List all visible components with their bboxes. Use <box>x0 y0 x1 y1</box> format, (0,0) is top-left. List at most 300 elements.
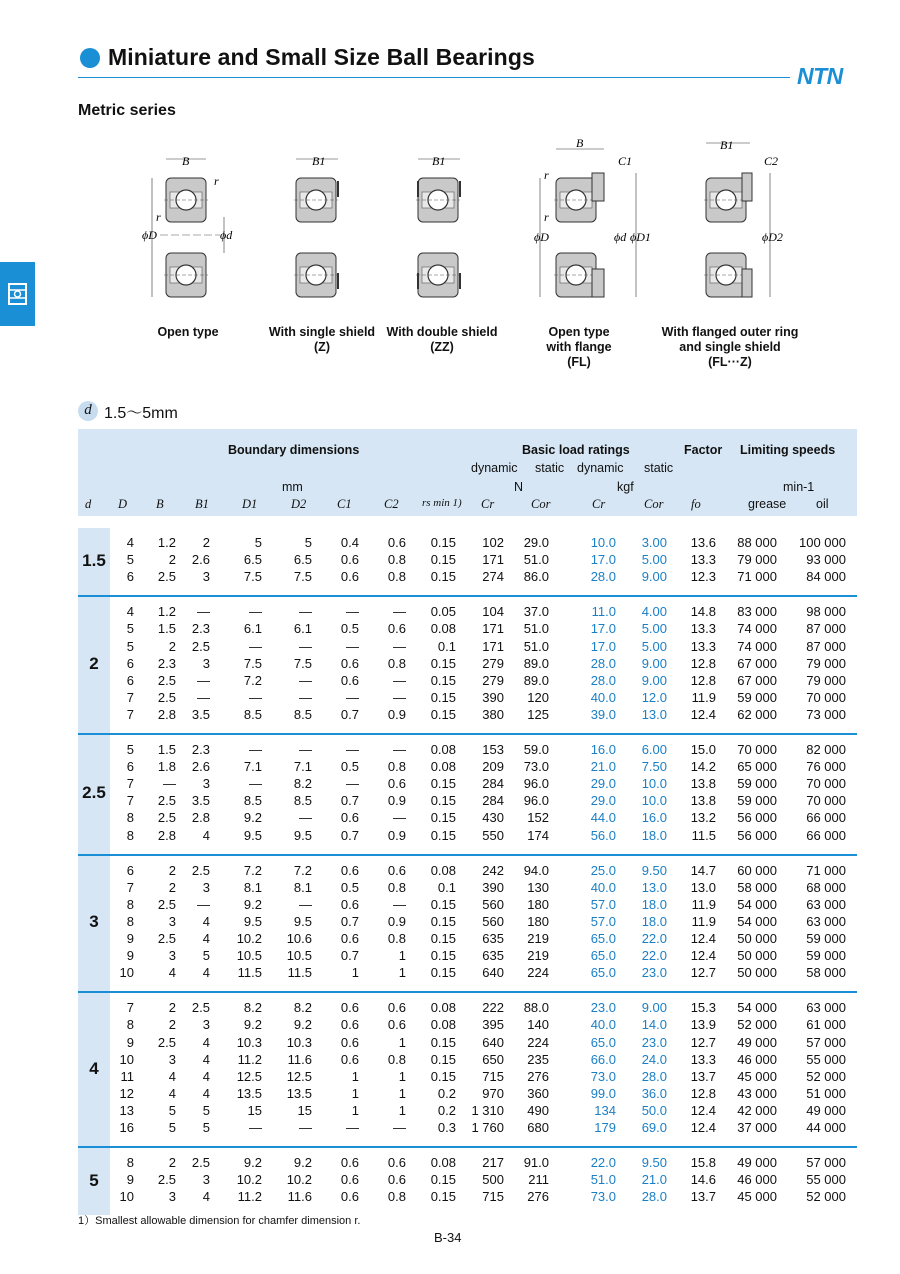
table-cell: 86.0 <box>523 569 549 585</box>
table-cell: 10.0 <box>641 793 667 809</box>
table-cell: 11.5 <box>287 965 312 981</box>
diagram-flanged-shield <box>704 138 783 297</box>
table-cell: 2.8 <box>191 810 210 826</box>
col-header-0: d <box>85 497 92 511</box>
table-cell: 37 000 <box>737 1120 777 1135</box>
table-cell: 11.9 <box>691 913 716 929</box>
table-cell: 9.00 <box>641 672 667 688</box>
table-cell: 12.7 <box>690 965 716 981</box>
table-cell: 2.5 <box>157 793 176 809</box>
table-cell: 14.6 <box>690 1172 716 1188</box>
group-d-label: 2 <box>89 654 99 674</box>
table-cell: 100 000 <box>799 535 846 550</box>
table-cell: 4 <box>202 1051 210 1067</box>
table-cell: 13.7 <box>690 1068 716 1084</box>
table-cell: — <box>163 776 176 792</box>
table-cell: 1 <box>351 1068 359 1084</box>
table-cell: 0.6 <box>387 776 406 792</box>
table-cell: 15.3 <box>690 1000 716 1016</box>
table-cell: 180 <box>527 913 549 929</box>
dim-B1-flz: B1 <box>720 138 734 152</box>
table-cell: 46 000 <box>737 1172 777 1188</box>
table-cell: 1 <box>398 1068 406 1084</box>
table-cell: 0.15 <box>430 689 456 705</box>
table-cell: 11.0 <box>591 604 616 620</box>
diagram-single-shield <box>294 154 338 297</box>
table-cell: 12.8 <box>690 1085 716 1101</box>
table-cell: 28.0 <box>590 655 616 671</box>
table-cell: 63 000 <box>806 913 846 929</box>
table-cell: 57.0 <box>590 896 616 912</box>
table-cell: 13.3 <box>690 621 716 637</box>
hdr-speeds: Limiting speeds <box>740 443 836 457</box>
table-cell: 12.5 <box>236 1068 262 1084</box>
table-cell: 140 <box>527 1017 549 1033</box>
table-cell: 4 <box>202 913 210 929</box>
table-cell: 67 000 <box>737 655 777 671</box>
table-cell: — <box>197 604 210 620</box>
table-cell: 60 000 <box>737 862 777 878</box>
group-divider <box>78 1146 857 1148</box>
table-cell: 4 <box>202 1085 210 1101</box>
table-cell: 16 <box>119 1120 134 1135</box>
table-cell: 73.0 <box>590 1068 616 1084</box>
table-cell: 0.6 <box>340 569 359 585</box>
table-cell: 222 <box>482 1000 504 1016</box>
table-cell: 13.5 <box>236 1085 262 1101</box>
table-cell: — <box>197 672 210 688</box>
table-cell: 40.0 <box>590 689 616 705</box>
title-bullet-icon <box>80 48 100 68</box>
table-cell: 73.0 <box>523 759 549 775</box>
table-cell: 13.7 <box>690 1189 716 1205</box>
hdr-static2: static <box>644 461 674 475</box>
dim-B-fl: B <box>576 136 584 150</box>
table-cell: — <box>299 810 312 826</box>
hdr-unit-N: N <box>514 480 524 494</box>
table-cell: 12.4 <box>690 948 716 964</box>
table-cell: — <box>299 672 312 688</box>
table-cell: — <box>346 689 359 705</box>
table-cell: 0.15 <box>430 810 456 826</box>
table-cell: 5 <box>202 1120 210 1135</box>
series-subtitle: Metric series <box>78 102 176 119</box>
dim-C2: C2 <box>764 154 779 168</box>
table-cell: 430 <box>482 810 504 826</box>
table-cell: 640 <box>482 965 504 981</box>
group-divider <box>78 733 857 735</box>
table-cell: 2 <box>202 535 210 550</box>
table-cell: 3 <box>202 879 210 895</box>
table-cell: 9.00 <box>641 655 667 671</box>
hdr-unit-kgf: kgf <box>617 480 634 494</box>
table-cell: 8.5 <box>293 706 312 722</box>
table-cell: 65.0 <box>590 948 616 964</box>
table-cell: 8 <box>126 896 134 912</box>
table-cell: 390 <box>482 879 504 895</box>
table-cell: 9.2 <box>243 896 262 912</box>
table-cell: 5 <box>202 948 210 964</box>
hdr-static1: static <box>535 461 565 475</box>
table-cell: 6.1 <box>293 621 312 637</box>
table-cell: 66.0 <box>590 1051 616 1067</box>
table-cell: 57 000 <box>806 1155 846 1171</box>
table-cell: 279 <box>482 672 504 688</box>
table-cell: 2.5 <box>157 569 176 585</box>
table-cell: 2 <box>168 1155 176 1171</box>
table-cell: 2.5 <box>191 1155 210 1171</box>
table-cell: 65.0 <box>590 1034 616 1050</box>
table-cell: 59 000 <box>806 948 846 964</box>
table-cell: 88.0 <box>523 1000 549 1016</box>
table-cell: 3 <box>168 1189 176 1205</box>
table-cell: 13.3 <box>690 552 716 568</box>
table-cell: 8.5 <box>293 793 312 809</box>
table-cell: 45 000 <box>737 1189 777 1205</box>
table-cell: 0.15 <box>430 1068 456 1084</box>
table-cell: 59 000 <box>737 776 777 792</box>
table-cell: 104 <box>482 604 504 620</box>
table-cell: 11.6 <box>287 1189 312 1205</box>
table-cell: 6.5 <box>293 552 312 568</box>
table-cell: 39.0 <box>590 706 616 722</box>
table-cell: 2.5 <box>157 672 176 688</box>
page-number: B-34 <box>434 1230 462 1245</box>
table-cell: 180 <box>527 896 549 912</box>
table-cell: 0.15 <box>430 535 456 550</box>
table-cell: — <box>197 896 210 912</box>
table-cell: 3 <box>202 1172 210 1188</box>
table-cell: 219 <box>527 948 549 964</box>
table-cell: 0.2 <box>437 1085 456 1101</box>
dim-C1: C1 <box>618 154 633 168</box>
table-cell: 0.8 <box>387 1051 406 1067</box>
table-cell: 1 <box>351 1085 359 1101</box>
table-cell: 52 000 <box>737 1017 777 1033</box>
table-cell: 58 000 <box>737 879 777 895</box>
group-d-label: 4 <box>89 1058 99 1078</box>
table-cell: 7 <box>126 793 134 809</box>
table-cell: 4 <box>202 1068 210 1084</box>
table-cell: 89.0 <box>523 655 549 671</box>
label-open-flange: Open type with flange (FL) <box>546 325 612 369</box>
table-cell: 0.15 <box>430 552 456 568</box>
table-cell: 0.08 <box>430 1017 456 1033</box>
table-cell: 71 000 <box>737 569 777 585</box>
table-cell: 54 000 <box>737 1000 777 1016</box>
table-cell: 69.0 <box>641 1120 667 1135</box>
table-cell: 5 <box>126 621 134 637</box>
table-cell: 12.4 <box>690 931 716 946</box>
table-cell: 274 <box>482 569 504 585</box>
table-cell: 61 000 <box>806 1017 846 1033</box>
table-cell: 0.6 <box>387 862 406 878</box>
table-cell: 49 000 <box>737 1034 777 1050</box>
col-header-9: Cr <box>481 497 495 511</box>
table-cell: — <box>299 1120 312 1135</box>
table-cell: 12.7 <box>690 1034 716 1050</box>
table-cell: 217 <box>482 1155 504 1171</box>
table-cell: 715 <box>482 1189 504 1205</box>
table-cell: 87 000 <box>806 621 846 637</box>
hdr-unit-min: min-1 <box>783 480 815 494</box>
table-cell: 13 <box>119 1102 134 1118</box>
table-cell: 0.08 <box>430 621 456 637</box>
table-cell: 15 <box>297 1102 312 1118</box>
table-cell: 2.5 <box>157 1172 176 1188</box>
label-flanged-shield: With flanged outer ring and single shield (FL···Z) <box>661 325 799 369</box>
table-cell: 0.15 <box>430 948 456 964</box>
table-cell: 36.0 <box>641 1085 667 1101</box>
table-cell: 276 <box>527 1068 549 1084</box>
table-cell: 8 <box>126 1155 134 1171</box>
table-cell: 174 <box>527 827 549 843</box>
table-cell: 0.15 <box>430 776 456 792</box>
table-cell: 2.5 <box>191 1000 210 1016</box>
table-cell: 56.0 <box>590 827 616 843</box>
table-cell: 8.2 <box>293 776 312 792</box>
table-cell: 23.0 <box>641 1034 667 1050</box>
table-cell: 9 <box>126 1172 134 1188</box>
table-cell: 640 <box>482 1034 504 1050</box>
table-cell: 2 <box>168 1017 176 1033</box>
table-cell: 3 <box>202 569 210 585</box>
table-cell: 5 <box>254 535 262 550</box>
table-cell: 42 000 <box>737 1102 777 1118</box>
table-cell: 3 <box>168 1051 176 1067</box>
dim-B1: B1 <box>312 154 326 168</box>
table-cell: 73 000 <box>806 706 846 722</box>
table-cell: 66 000 <box>806 827 846 843</box>
table-cell: 0.6 <box>340 1000 359 1016</box>
table-cell: 10.6 <box>286 931 312 946</box>
dim-D2: ϕD2 <box>762 230 783 244</box>
table-cell: 63 000 <box>806 1000 846 1016</box>
table-cell: 79 000 <box>737 552 777 568</box>
table-cell: 51.0 <box>590 1172 616 1188</box>
table-cell: 12.4 <box>690 706 716 722</box>
table-cell: 12.4 <box>690 1120 716 1135</box>
table-cell: 11.2 <box>237 1189 262 1205</box>
hdr-factor: Factor <box>684 443 723 457</box>
table-cell: 29.0 <box>590 793 616 809</box>
table-cell: 3 <box>202 1017 210 1033</box>
table-cell: 7.5 <box>293 569 312 585</box>
table-cell: 13.6 <box>690 535 716 550</box>
table-cell: 4 <box>202 1189 210 1205</box>
table-cell: 284 <box>482 793 504 809</box>
table-cell: 7.1 <box>293 759 312 775</box>
table-cell: 5 <box>126 638 134 654</box>
table-cell: 10.3 <box>236 1034 262 1050</box>
table-cell: 17.0 <box>590 638 616 654</box>
table-cell: 4 <box>202 931 210 946</box>
table-cell: 0.15 <box>430 1172 456 1188</box>
table-cell: 10.3 <box>286 1034 312 1050</box>
table-cell: 7.5 <box>243 655 262 671</box>
table-cell: 50 000 <box>737 931 777 946</box>
table-cell: 970 <box>482 1085 504 1101</box>
table-cell: 0.1 <box>437 879 456 895</box>
table-cell: 70 000 <box>737 742 777 757</box>
table-cell: 0.15 <box>430 1034 456 1050</box>
table-cell: 2.5 <box>157 1034 176 1050</box>
table-cell: 0.6 <box>387 1155 406 1171</box>
table-cell: 12.8 <box>690 672 716 688</box>
table-cell: 0.9 <box>387 706 406 722</box>
col-header-12: Cor <box>644 497 664 511</box>
table-cell: — <box>393 810 406 826</box>
dim-d-fl: ϕd <box>614 230 627 244</box>
table-cell: 1 <box>398 948 406 964</box>
table-cell: 4.00 <box>641 604 667 620</box>
col-header-15: oil <box>816 497 829 511</box>
table-cell: 8.2 <box>293 1000 312 1016</box>
table-cell: 0.08 <box>430 1000 456 1016</box>
table-cell: — <box>299 638 312 654</box>
table-cell: 74 000 <box>737 638 777 654</box>
table-cell: 1 <box>351 965 359 981</box>
table-cell: 235 <box>527 1051 549 1067</box>
table-cell: 59.0 <box>523 742 549 757</box>
table-cell: 3 <box>168 948 176 964</box>
table-cell: 73.0 <box>590 1189 616 1205</box>
table-cell: 0.6 <box>340 931 359 946</box>
table-cell: 45 000 <box>737 1068 777 1084</box>
table-cell: 6 <box>126 655 134 671</box>
table-cell: 2.5 <box>191 862 210 878</box>
table-cell: 68 000 <box>806 879 846 895</box>
table-cell: 7.5 <box>293 655 312 671</box>
table-cell: 13.3 <box>690 1051 716 1067</box>
col-header-14: grease <box>748 497 787 511</box>
table-cell: 0.05 <box>430 604 456 620</box>
table-cell: 12.8 <box>690 655 716 671</box>
col-header-4: D1 <box>242 497 258 511</box>
dim-D-fl: ϕD <box>534 230 549 244</box>
table-cell: 70 000 <box>806 793 846 809</box>
table-cell: 50 000 <box>737 948 777 964</box>
table-cell: 360 <box>527 1085 549 1101</box>
table-cell: 0.6 <box>340 1034 359 1050</box>
table-cell: 7 <box>126 689 134 705</box>
dim-r2-fl: r <box>544 210 549 224</box>
table-cell: 0.6 <box>340 672 359 688</box>
table-cell: 5 <box>168 1102 176 1118</box>
col-header-8: rs min 1) <box>422 497 462 509</box>
table-cell: 2.5 <box>157 689 176 705</box>
table-cell: 5 <box>202 1102 210 1118</box>
table-cell: 224 <box>527 965 549 981</box>
table-cell: 0.9 <box>387 913 406 929</box>
table-cell: 0.7 <box>340 706 359 722</box>
table-cell: 11.9 <box>691 896 716 912</box>
dim-B: B <box>182 154 190 168</box>
bearing-tab-icon <box>0 262 35 326</box>
table-cell: 0.15 <box>430 793 456 809</box>
table-cell: 13.3 <box>690 638 716 654</box>
table-cell: 58 000 <box>806 965 846 981</box>
table-cell: 65.0 <box>590 931 616 946</box>
table-cell: 8 <box>126 1017 134 1033</box>
table-cell: 4 <box>126 604 134 620</box>
table-cell: 5.00 <box>641 638 667 654</box>
table-cell: 59 000 <box>737 689 777 705</box>
table-cell: 3.5 <box>191 706 210 722</box>
table-cell: 8.5 <box>243 706 262 722</box>
table-cell: 0.6 <box>387 535 406 550</box>
table-cell: 13.0 <box>641 706 667 722</box>
table-cell: — <box>393 638 406 654</box>
table-cell: 10.2 <box>236 931 262 946</box>
table-cell: 0.15 <box>430 965 456 981</box>
table-cell: 1.2 <box>157 535 176 550</box>
dim-D: ϕD <box>142 228 157 242</box>
table-cell: 50 000 <box>737 965 777 981</box>
table-cell: 5 <box>126 742 134 757</box>
table-cell: 16.0 <box>641 810 667 826</box>
table-cell: 52 000 <box>806 1189 846 1205</box>
table-cell: 6 <box>126 569 134 585</box>
table-cell: 10.0 <box>641 776 667 792</box>
label-single-shield: With single shield (Z) <box>268 325 376 354</box>
table-cell: — <box>346 604 359 620</box>
diagram-open-flange <box>534 136 651 297</box>
table-cell: 0.6 <box>340 1189 359 1205</box>
table-cell: 7 <box>126 776 134 792</box>
table-cell: 0.6 <box>340 1051 359 1067</box>
table-cell: 28.0 <box>641 1189 667 1205</box>
table-cell: 5 <box>304 535 312 550</box>
dim-B1-zz: B1 <box>432 154 446 168</box>
table-cell: 635 <box>482 931 504 946</box>
table-cell: 209 <box>482 759 504 775</box>
table-cell: 171 <box>482 638 504 654</box>
table-cell: 40.0 <box>590 1017 616 1033</box>
table-cell: 0.7 <box>340 913 359 929</box>
table-cell: 0.7 <box>340 793 359 809</box>
table-cell: 0.15 <box>430 569 456 585</box>
table-cell: — <box>393 1120 406 1135</box>
col-header-11: Cr <box>592 497 606 511</box>
table-cell: 276 <box>527 1189 549 1205</box>
table-cell: 0.6 <box>340 1172 359 1188</box>
table-cell: 3.00 <box>641 535 667 550</box>
table-cell: 6 <box>126 672 134 688</box>
table-cell: 12.4 <box>690 1102 716 1118</box>
table-cell: 120 <box>527 689 549 705</box>
col-header-3: B1 <box>195 497 209 511</box>
table-cell: 0.6 <box>340 896 359 912</box>
table-cell: 0.6 <box>340 1155 359 1171</box>
table-cell: 1 <box>398 965 406 981</box>
table-cell: 40.0 <box>590 879 616 895</box>
table-cell: 14.7 <box>690 862 716 878</box>
table-cell: 82 000 <box>806 742 846 757</box>
table-cell: 0.5 <box>340 879 359 895</box>
table-cell: 79 000 <box>806 655 846 671</box>
table-cell: 395 <box>482 1017 504 1033</box>
table-cell: 44 000 <box>806 1120 846 1135</box>
table-cell: 28.0 <box>641 1068 667 1084</box>
table-cell: 63 000 <box>806 896 846 912</box>
table-cell: 84 000 <box>806 569 846 585</box>
table-cell: 1 <box>398 1034 406 1050</box>
group-d-label: 1.5 <box>82 550 106 570</box>
table-cell: 8 <box>126 810 134 826</box>
table-cell: 21.0 <box>641 1172 667 1188</box>
table-cell: 8 <box>126 827 134 843</box>
